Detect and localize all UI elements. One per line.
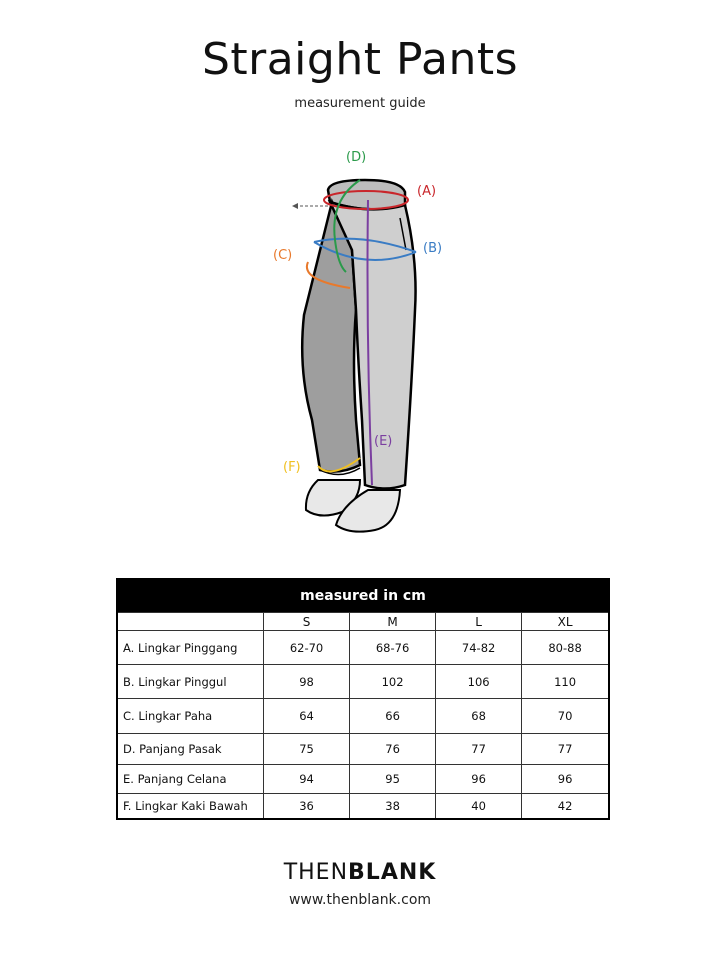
label-d: (D) <box>346 150 367 165</box>
cell-value: 62-70 <box>264 631 350 665</box>
table-header: measured in cm <box>117 579 609 613</box>
row-label: F. Lingkar Kaki Bawah <box>117 794 264 820</box>
size-header-blank <box>117 613 264 631</box>
cell-value: 70 <box>522 699 609 734</box>
cell-value: 64 <box>264 699 350 734</box>
label-a: (A) <box>417 184 437 199</box>
cell-value: 96 <box>436 765 522 794</box>
cell-value: 77 <box>436 734 522 765</box>
page-subtitle: measurement guide <box>294 96 426 111</box>
page-title: Straight Pants <box>201 34 519 85</box>
table-row <box>117 699 609 734</box>
label-c: (C) <box>273 248 293 263</box>
side-arrow-head <box>292 203 298 209</box>
cell-value: 94 <box>264 765 350 794</box>
pants-illustration <box>260 140 460 540</box>
table-row <box>117 765 609 794</box>
brand-logo <box>0 860 720 885</box>
row-label: B. Lingkar Pinggul <box>117 665 264 699</box>
row-label: D. Panjang Pasak <box>117 734 264 765</box>
table-row <box>117 665 609 699</box>
cell-value: 74-82 <box>436 631 522 665</box>
size-header-row <box>117 613 609 631</box>
label-f: (F) <box>283 460 301 475</box>
cell-value: 95 <box>350 765 436 794</box>
label-e: (E) <box>374 434 393 449</box>
table-row <box>117 734 609 765</box>
row-label: C. Lingkar Paha <box>117 699 264 734</box>
cell-value: 96 <box>522 765 609 794</box>
row-label: E. Panjang Celana <box>117 765 264 794</box>
cell-value: 68 <box>436 699 522 734</box>
cell-value: 98 <box>264 665 350 699</box>
cell-value: 75 <box>264 734 350 765</box>
size-xl: XL <box>522 613 609 631</box>
cell-value: 42 <box>522 794 609 820</box>
size-m: M <box>350 613 436 631</box>
cell-value: 66 <box>350 699 436 734</box>
size-table-wrapper <box>116 578 612 820</box>
cell-value: 110 <box>522 665 609 699</box>
cell-value: 38 <box>350 794 436 820</box>
size-table <box>116 578 610 820</box>
cell-value: 76 <box>350 734 436 765</box>
table-row <box>117 794 609 820</box>
cell-value: 36 <box>264 794 350 820</box>
cell-value: 80-88 <box>522 631 609 665</box>
label-b: (B) <box>423 241 443 256</box>
brand-light: THEN <box>283 860 349 885</box>
pants-diagram <box>260 140 460 540</box>
cell-value: 77 <box>522 734 609 765</box>
size-s: S <box>264 613 350 631</box>
cell-value: 40 <box>436 794 522 820</box>
table-row <box>117 631 609 665</box>
cell-value: 68-76 <box>350 631 436 665</box>
brand-bold: BLANK <box>348 860 437 885</box>
cell-value: 102 <box>350 665 436 699</box>
website-link[interactable]: www.thenblank.com <box>288 892 432 908</box>
size-l: L <box>436 613 522 631</box>
row-label: A. Lingkar Pinggang <box>117 631 264 665</box>
cell-value: 106 <box>436 665 522 699</box>
